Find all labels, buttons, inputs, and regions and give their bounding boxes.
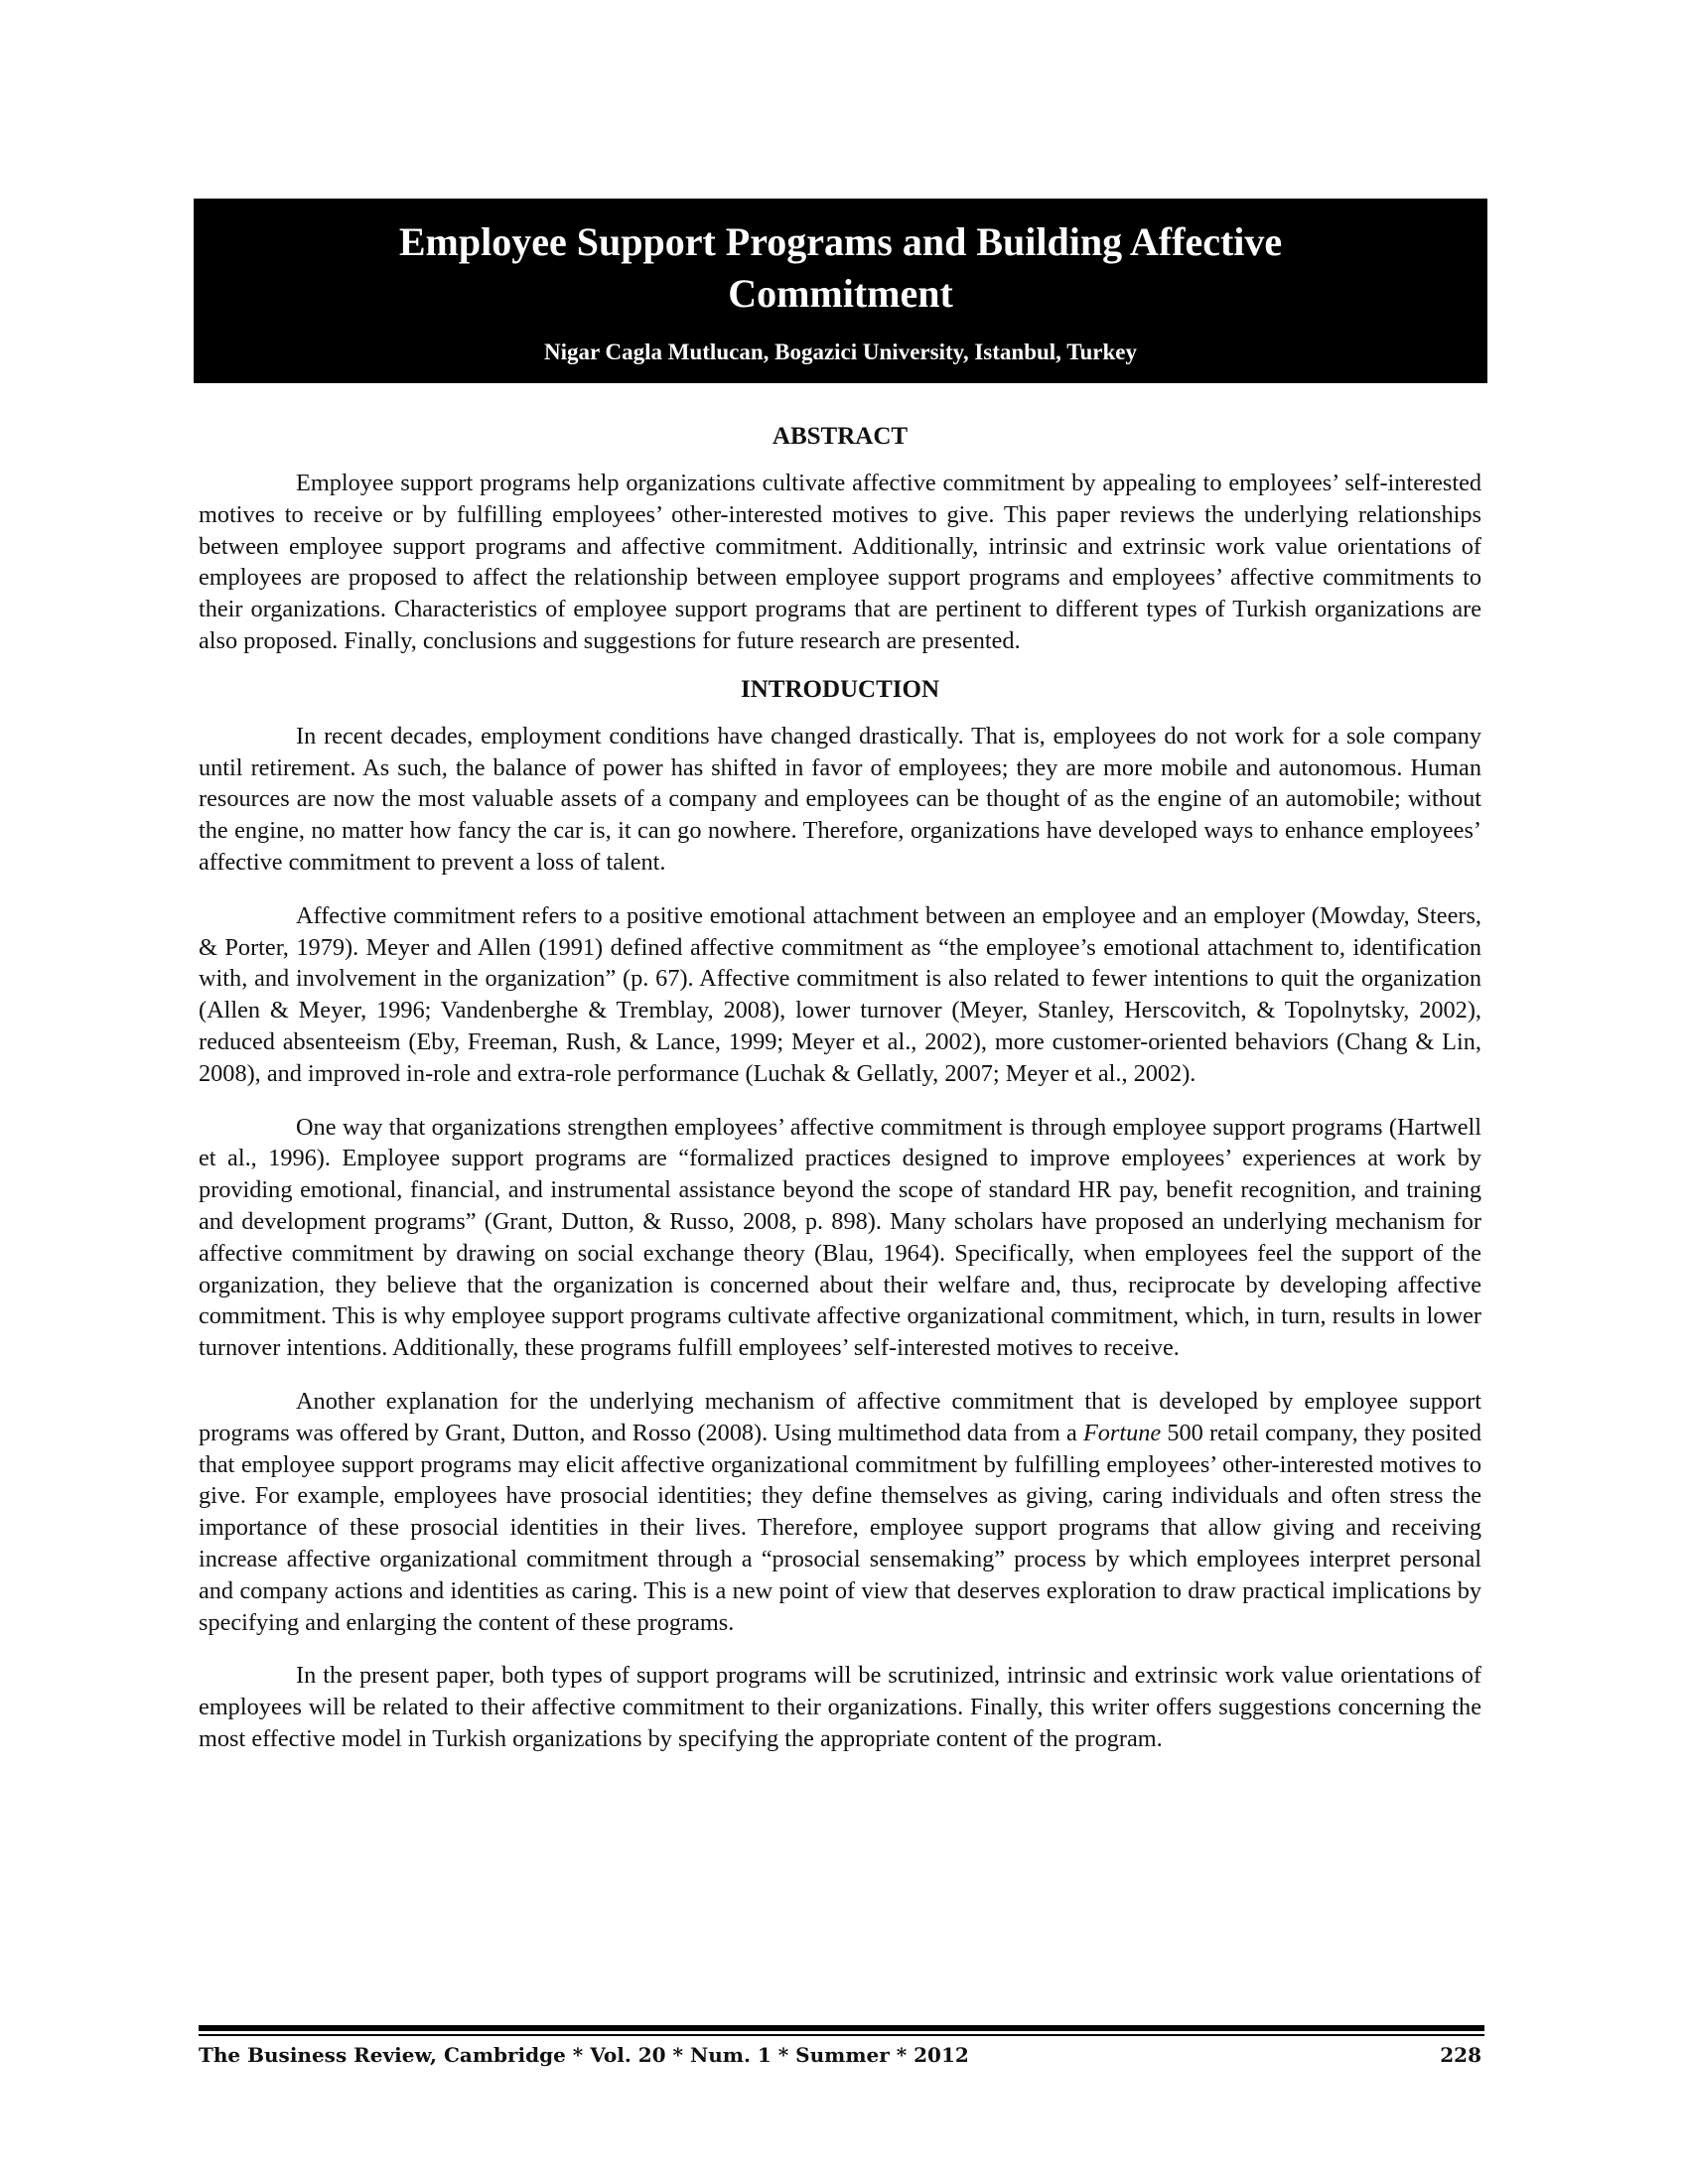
introduction-heading: INTRODUCTION (740, 675, 940, 703)
p4-italic-fortune: Fortune (1082, 1419, 1162, 1446)
paper-body (199, 422, 1481, 1777)
paper-title: Employee Support Programs and Building Affective Commitment (398, 219, 1283, 316)
title-banner (194, 199, 1487, 383)
intro-paragraph-2: Affective commitment refers to a positive emotional attachment between an employee and an employer (Mowday, Steers, & Porter, 1979). Meyer and Allen (1991) defined affective commitment as “the employee’s emotional attachment to, identification with, and involvement in the organization” (p. 67). Affective commitment is also related to fewer intentions to quit the organization (Allen & Meyer, 1996; Vandenberghe & Tremblay, 2008), lower turnover (Meyer, Stanley, Herscovitch, & Topolnytsky, 2002), reduced absenteeism (Eby, Freeman, Rush, & Lance, 1999; Meyer et al., 2002), more customer-oriented behaviors (Chang & Lin, 2008), and improved in-role and extra-role performance (Luchak & Gellatly, 2007; Meyer et al., 2002). (199, 901, 1481, 1087)
author-affiliation: Nigar Cagla Mutlucan, Bogazici University, Istanbul, Turkey (543, 340, 1137, 364)
footer-rule (199, 2025, 1484, 2036)
p4-text-start: Another explanation for the underlying mechanism of affective commitment that is developed by employee support programs was offered by Grant, Dutton, and Rosso (2008). Using multimethod data from a (199, 1387, 1481, 1446)
intro-paragraph-4 (199, 1386, 1481, 1638)
footer-rule-thin (199, 2034, 1484, 2036)
intro-paragraph-1: In recent decades, employment conditions have changed drastically. That is, employees do not work for a sole company until retirement. As such, the balance of power has shifted in favor of employees; they are more mobile and autonomous. Human resources are now the most valuable assets of a company and employees can be thought of as the engine of an automobile; without the engine, no matter how fancy the car is, it can go nowhere. Therefore, organizations have developed ways to enhance employees’ affective commitment to prevent a loss of talent. (199, 722, 1481, 876)
intro-paragraph-5: In the present paper, both types of support programs will be scrutinized, intrinsic and extrinsic work value orientations of employees will be related to their affective commitment to their organizations. Finally, this writer offers suggestions concerning the most effective model in Turkish organizations by specifying the appropriate content of the program. (199, 1662, 1481, 1752)
abstract-heading: ABSTRACT (772, 423, 909, 450)
page-number: 228 (1440, 2043, 1481, 2067)
p4-text-end: 500 retail company, they posited that employee support programs may elicit affective organizational commitment by fulfilling employees’ other-interested motives to give. For example, employees have prosocial identities; they define themselves as giving, caring individuals and often stress the importance of these prosocial identities in their lives. Therefore, employee support programs that allow giving and receiving increase affective organizational commitment through a “prosocial sensemaking” process by which employees interpret personal and company actions and identities as caring. This is a new point of view that deserves exploration to draw practical implications by specifying and enlarging the content of these programs. (199, 1419, 1481, 1636)
journal-citation: The Business Review, Cambridge * Vol. 20 * Num. 1 * Summer * 2012 (199, 2043, 969, 2067)
footer-rule-thick (199, 2025, 1484, 2031)
intro-paragraph-3: One way that organizations strengthen employees’ affective commitment is through employee support programs (Hartwell et al., 1996). Employee support programs are “formalized practices designed to improve employees’ experiences at work by providing emotional, financial, and instrumental assistance beyond the scope of standard HR pay, benefit recognition, and training and development programs” (Grant, Dutton, & Russo, 2008, p. 898). Many scholars have proposed an underlying mechanism for affective commitment by drawing on social exchange theory (Blau, 1964). Specifically, when employees feel the support of the organization, they believe that the organization is concerned about their welfare and, thus, reciprocate by developing affective commitment. This is why employee support programs cultivate affective organizational commitment, which, in turn, results in lower turnover intentions. Additionally, these programs fulfill employees’ self-interested motives to receive. (199, 1113, 1481, 1362)
abstract-text: Employee support programs help organizations cultivate affective commitment by appealing to employees’ self-interested motives to receive or by fulfilling employees’ other-interested motives to give. This paper reviews the underlying relationships between employee support programs and affective commitment. Additionally, intrinsic and extrinsic work value orientations of employees are proposed to affect the relationship between employee support programs and employees’ affective commitments to their organizations. Characteristics of employee support programs that are pertinent to different types of Turkish organizations are also proposed. Finally, conclusions and suggestions for future research are presented. (199, 470, 1481, 654)
page-footer (199, 2043, 1481, 2067)
